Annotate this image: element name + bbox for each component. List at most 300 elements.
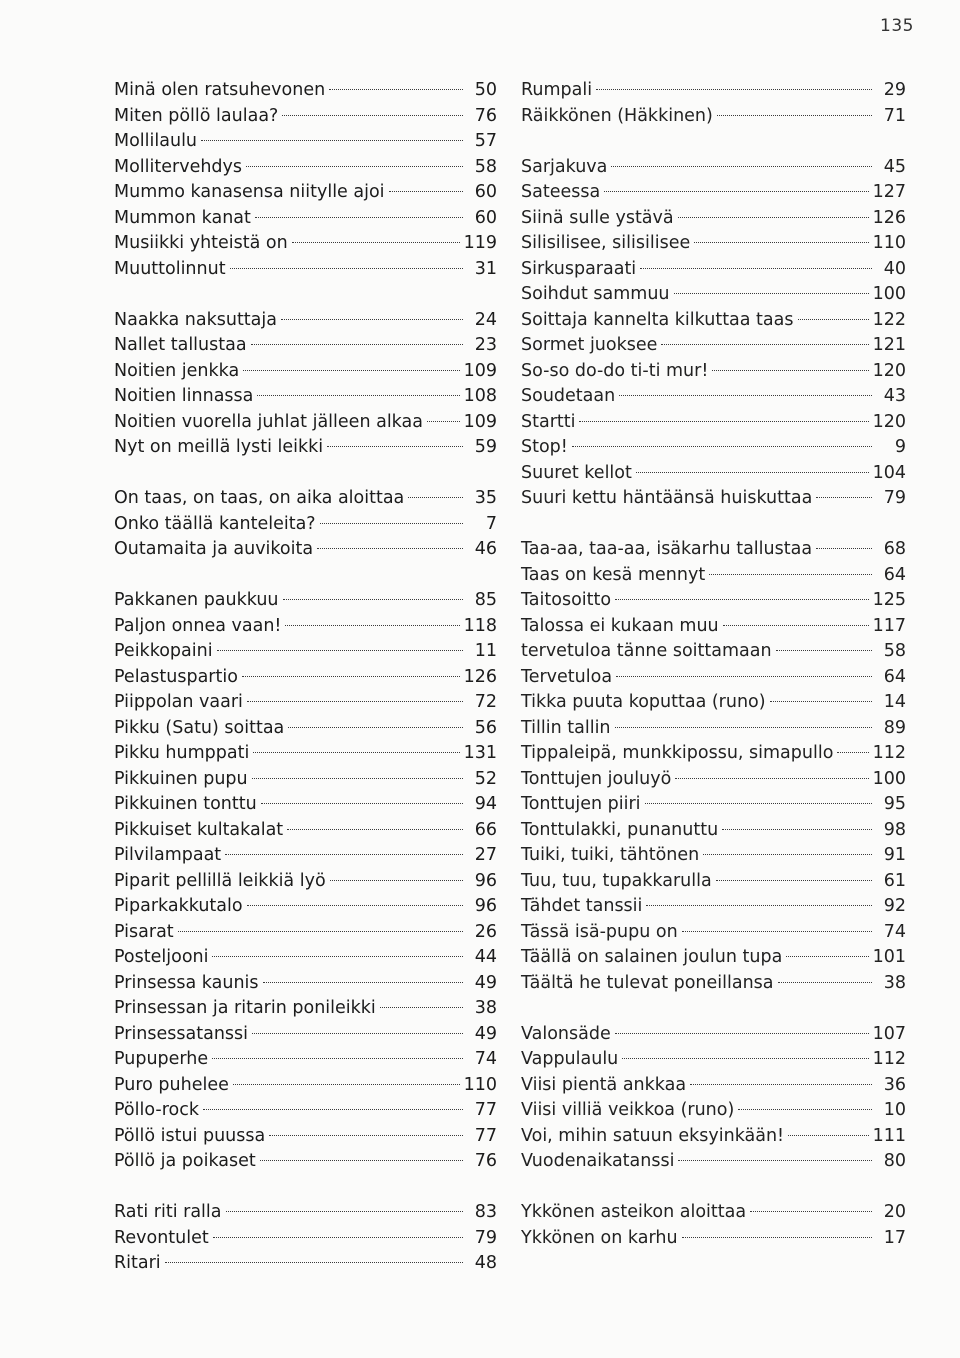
entry-page-number: 121: [872, 335, 906, 355]
entry-page-number: 56: [474, 717, 497, 738]
dot-leader: [257, 395, 459, 396]
entry-title: Viisi pientä ankkaa: [521, 1074, 687, 1095]
entry-page-number: 38: [474, 998, 497, 1018]
index-entry: [521, 741, 906, 767]
entry-page-number: 98: [883, 819, 906, 840]
entry-title: Mollilaulu: [114, 131, 198, 151]
entry-page-number: 101: [872, 947, 906, 967]
entry-title: Pilvilampaat: [114, 845, 222, 865]
dot-leader: [282, 115, 463, 116]
entry-page-number: 46: [474, 539, 497, 559]
dot-leader: [717, 115, 872, 116]
dot-leader: [283, 599, 463, 600]
index-entry: [114, 690, 497, 716]
index-entry: [521, 665, 906, 691]
index-entry: [521, 945, 906, 971]
dot-leader: [645, 803, 872, 804]
entry-page-number: 44: [474, 947, 497, 967]
dot-leader: [678, 217, 869, 218]
entry-page-number: 58: [474, 156, 497, 177]
entry-page-number: 49: [474, 1023, 497, 1044]
entry-title: Tikka puuta koputtaa (runo): [521, 692, 766, 712]
index-entry: [114, 104, 497, 130]
entry-page-number: 23: [474, 335, 497, 355]
dot-leader: [226, 1211, 464, 1212]
index-entry: [114, 792, 497, 818]
entry-title: Pikku (Satu) soittaa: [114, 717, 285, 738]
entry-page-number: 61: [883, 870, 906, 891]
index-entry: [114, 1073, 497, 1099]
entry-title: Pöllö istui puussa: [114, 1125, 266, 1146]
dot-leader: [816, 497, 872, 498]
dot-leader: [615, 727, 872, 728]
entry-title: So-so do-do ti-ti mur!: [521, 360, 709, 381]
entry-title: Onko täällä kanteleita?: [114, 513, 316, 534]
index-entry: [521, 920, 906, 946]
dot-leader: [816, 548, 872, 549]
entry-page-number: 60: [474, 182, 497, 202]
index-entry: [521, 792, 906, 818]
entry-title: Piippolan vaari: [114, 692, 243, 712]
index-entry: [521, 614, 906, 640]
entry-page-number: 131: [463, 743, 497, 763]
entry-page-number: 122: [872, 309, 906, 330]
entry-title: Soudetaan: [521, 386, 616, 406]
index-column-right: [521, 78, 906, 1277]
dot-leader: [247, 905, 463, 906]
index-entry: [114, 971, 497, 997]
index-entry: [114, 78, 497, 104]
entry-page-number: 79: [883, 488, 906, 508]
dot-leader: [281, 319, 463, 320]
entry-page-number: 95: [883, 794, 906, 814]
index-entry: [114, 1022, 497, 1048]
dot-leader: [798, 319, 869, 320]
entry-title: Pikku humppati: [114, 743, 250, 763]
dot-leader: [242, 676, 460, 677]
dot-leader: [320, 523, 463, 524]
dot-leader: [604, 191, 868, 192]
entry-title: Outamaita ja auvikoita: [114, 539, 314, 559]
dot-leader: [380, 1007, 463, 1008]
entry-title: Taas on kesä mennyt: [521, 564, 706, 585]
entry-title: Täällä on salainen joulun tupa: [521, 947, 783, 967]
dot-leader: [246, 166, 463, 167]
entry-title: Pikkuiset kultakalat: [114, 819, 284, 840]
index-entry: [521, 843, 906, 869]
entry-page-number: 119: [463, 233, 497, 253]
index-entry: [114, 180, 497, 206]
entry-title: Mummon kanat: [114, 207, 251, 228]
entry-page-number: 118: [463, 615, 497, 636]
dot-leader: [263, 982, 463, 983]
index-entry: [114, 486, 497, 512]
entry-page-number: 85: [474, 590, 497, 610]
entry-title: Rati riti ralla: [114, 1202, 222, 1222]
entry-page-number: 59: [474, 437, 497, 457]
dot-leader: [661, 344, 868, 345]
entry-title: Muuttolinnut: [114, 258, 226, 279]
index-entry: [114, 333, 497, 359]
entry-title: Sateessa: [521, 182, 601, 202]
index-entry: [114, 206, 497, 232]
entry-page-number: 125: [872, 590, 906, 610]
dot-leader: [285, 625, 459, 626]
entry-title: Noitien vuorella juhlat jälleen alkaa: [114, 411, 423, 432]
entry-page-number: 14: [883, 692, 906, 712]
index-entry: [114, 639, 497, 665]
dot-leader: [327, 446, 463, 447]
index-entry: [114, 257, 497, 283]
index-entry: [521, 104, 906, 130]
entry-title: Soittaja kannelta kilkuttaa taas: [521, 309, 794, 330]
entry-title: Naakka naksuttaja: [114, 309, 277, 330]
entry-page-number: 40: [883, 258, 906, 279]
entry-page-number: 26: [474, 921, 497, 942]
entry-title: Sarjakuva: [521, 156, 608, 177]
entry-title: Stop!: [521, 437, 568, 457]
index-entry: [521, 537, 906, 563]
entry-page-number: 31: [474, 258, 497, 279]
index-entry: [521, 716, 906, 742]
entry-title: Räikkönen (Häkkinen): [521, 105, 713, 126]
dot-leader: [427, 421, 460, 422]
dot-leader: [212, 956, 463, 957]
dot-leader: [770, 701, 872, 702]
entry-page-number: 109: [463, 411, 497, 432]
entry-page-number: 79: [474, 1227, 497, 1248]
index-entry: [521, 461, 906, 487]
dot-leader: [750, 1211, 872, 1212]
entry-title: Piparit pellillä leikkiä lyö: [114, 870, 326, 891]
dot-leader: [287, 829, 463, 830]
entry-page-number: 126: [463, 666, 497, 687]
index-entry: [521, 869, 906, 895]
dot-leader: [252, 778, 463, 779]
dot-leader: [703, 854, 872, 855]
entry-page-number: 64: [883, 564, 906, 585]
entry-title: Tonttujen jouluyö: [521, 768, 672, 789]
index-group: [521, 1022, 906, 1175]
entry-title: Prinsessan ja ritarin ponileikki: [114, 998, 376, 1018]
index-entry: [114, 231, 497, 257]
dot-leader: [722, 829, 872, 830]
entry-page-number: 111: [872, 1125, 906, 1146]
dot-leader: [201, 140, 463, 141]
index-entry: [521, 155, 906, 181]
dot-leader: [615, 1033, 869, 1034]
index-group: [114, 588, 497, 1175]
entry-page-number: 104: [872, 462, 906, 483]
entry-title: Noitien jenkka: [114, 360, 240, 381]
entry-title: Posteljooni: [114, 947, 209, 967]
index-entry: [114, 716, 497, 742]
index-entry: [114, 996, 497, 1022]
index-entry: [114, 129, 497, 155]
index-entry: [521, 1098, 906, 1124]
entry-title: Puro puhelee: [114, 1074, 229, 1095]
dot-leader: [260, 1160, 463, 1161]
dot-leader: [230, 268, 463, 269]
index-group: [521, 155, 906, 512]
index-entry: [114, 155, 497, 181]
index-entry: [114, 741, 497, 767]
dot-leader: [330, 880, 463, 881]
entry-page-number: 76: [474, 105, 497, 126]
index-group: [114, 486, 497, 563]
entry-page-number: 57: [474, 131, 497, 151]
entry-title: Täältä he tulevat poneillansa: [521, 972, 774, 993]
entry-page-number: 100: [872, 284, 906, 304]
entry-page-number: 9: [894, 437, 906, 457]
dot-leader: [212, 1058, 463, 1059]
entry-title: Tippaleipä, munkkipossu, simapullo: [521, 743, 834, 763]
dot-leader: [579, 421, 868, 422]
entry-title: Pupuperhe: [114, 1049, 209, 1069]
entry-title: Valonsäde: [521, 1023, 611, 1044]
entry-title: Tuiki, tuiki, tähtönen: [521, 845, 700, 865]
entry-title: Prinsessatanssi: [114, 1023, 249, 1044]
entry-page-number: 74: [883, 921, 906, 942]
index-entry: [521, 690, 906, 716]
dot-leader: [778, 982, 872, 983]
entry-page-number: 92: [883, 896, 906, 916]
entry-page-number: 52: [474, 768, 497, 789]
index-entry: [114, 410, 497, 436]
entry-page-number: 94: [474, 794, 497, 814]
index-entry: [114, 1124, 497, 1150]
dot-leader: [622, 1058, 868, 1059]
dot-leader: [712, 370, 868, 371]
index-group: [114, 308, 497, 461]
index-group: [521, 78, 906, 129]
entry-title: Taa-aa, taa-aa, isäkarhu tallustaa: [521, 539, 813, 559]
index-entry: [521, 1047, 906, 1073]
index-entry: [114, 308, 497, 334]
entry-page-number: 10: [883, 1100, 906, 1120]
entry-title: Paljon onnea vaan!: [114, 615, 282, 636]
index-entry: [521, 639, 906, 665]
entry-title: Pikkuinen tonttu: [114, 794, 257, 814]
entry-title: Piparkakkutalo: [114, 896, 243, 916]
entry-title: Sormet juoksee: [521, 335, 658, 355]
entry-page-number: 77: [474, 1125, 497, 1146]
entry-page-number: 80: [883, 1151, 906, 1171]
entry-page-number: 17: [883, 1227, 906, 1248]
entry-title: Prinsessa kaunis: [114, 972, 259, 993]
entry-title: Nyt on meillä lysti leikki: [114, 437, 324, 457]
entry-title: Tillin tallin: [521, 717, 611, 738]
dot-leader: [786, 956, 868, 957]
dot-leader: [243, 370, 459, 371]
dot-leader: [646, 905, 872, 906]
dot-leader: [261, 803, 463, 804]
dot-leader: [252, 1033, 463, 1034]
index-entry: [521, 767, 906, 793]
entry-title: Tervetuloa: [521, 666, 613, 687]
entry-page-number: 43: [883, 386, 906, 406]
dot-leader: [682, 1237, 872, 1238]
dot-leader: [572, 446, 872, 447]
entry-page-number: 107: [872, 1023, 906, 1044]
entry-page-number: 96: [474, 896, 497, 916]
index-entry: [521, 257, 906, 283]
dot-leader: [165, 1262, 463, 1263]
dot-leader: [694, 242, 868, 243]
index-entry: [521, 231, 906, 257]
index-group: [521, 537, 906, 996]
index-entry: [114, 894, 497, 920]
entry-page-number: 35: [474, 488, 497, 508]
index-entry: [114, 1200, 497, 1226]
entry-title: Tonttulakki, punanuttu: [521, 819, 719, 840]
index-entry: [521, 1149, 906, 1175]
index-entry: [521, 410, 906, 436]
index-entry: [521, 486, 906, 512]
index-entry: [114, 843, 497, 869]
dot-leader: [247, 701, 463, 702]
entry-title: Vappulaulu: [521, 1049, 619, 1069]
entry-page-number: 58: [883, 641, 906, 661]
entry-page-number: 48: [474, 1253, 497, 1273]
entry-title: Ykkönen asteikon aloittaa: [521, 1202, 747, 1222]
entry-title: Mummo kanasensa niitylle ajoi: [114, 182, 385, 202]
dot-leader: [738, 1109, 872, 1110]
dot-leader: [776, 650, 872, 651]
dot-leader: [636, 472, 869, 473]
entry-page-number: 71: [883, 105, 906, 126]
index-entry: [114, 945, 497, 971]
page-number: 135: [880, 16, 914, 36]
index-entry: [521, 308, 906, 334]
entry-page-number: 112: [872, 1049, 906, 1069]
index-entry: [521, 1226, 906, 1252]
entry-title: Minä olen ratsuhevonen: [114, 80, 326, 100]
entry-title: Startti: [521, 411, 576, 432]
entry-title: Ritari: [114, 1253, 161, 1273]
index-entry: [114, 384, 497, 410]
dot-leader: [640, 268, 872, 269]
dot-leader: [615, 599, 869, 600]
index-entry: [521, 971, 906, 997]
dot-leader: [678, 1160, 872, 1161]
entry-page-number: 109: [463, 360, 497, 381]
entry-page-number: 108: [463, 386, 497, 406]
entry-page-number: 64: [883, 666, 906, 687]
index-entry: [114, 818, 497, 844]
dot-leader: [233, 1084, 460, 1085]
index-entry: [114, 1226, 497, 1252]
entry-title: Noitien linnassa: [114, 386, 254, 406]
dot-leader: [292, 242, 460, 243]
index-entry: [114, 1047, 497, 1073]
entry-page-number: 110: [872, 233, 906, 253]
entry-page-number: 126: [872, 207, 906, 228]
index-group: [114, 1200, 497, 1277]
dot-leader: [255, 217, 463, 218]
entry-page-number: 112: [872, 743, 906, 763]
entry-title: Revontulet: [114, 1227, 209, 1248]
index-entry: [114, 614, 497, 640]
entry-title: Pikkuinen pupu: [114, 768, 248, 789]
index-entry: [114, 869, 497, 895]
entry-title: Talossa ei kukaan muu: [521, 615, 719, 636]
entry-title: Ykkönen on karhu: [521, 1227, 678, 1248]
entry-page-number: 127: [872, 182, 906, 202]
entry-title: Tonttujen piiri: [521, 794, 641, 814]
entry-title: Voi, mihin satuun eksyinkään!: [521, 1125, 785, 1146]
entry-title: Rumpali: [521, 80, 593, 100]
entry-title: Mollitervehdys: [114, 156, 243, 177]
index-group: [114, 78, 497, 282]
dot-leader: [217, 650, 463, 651]
entry-title: Soihdut sammuu: [521, 284, 670, 304]
index-entry: [114, 920, 497, 946]
entry-title: Tuu, tuu, tupakkarulla: [521, 870, 712, 891]
dot-leader: [596, 89, 872, 90]
entry-page-number: 77: [474, 1100, 497, 1120]
index-entry: [521, 180, 906, 206]
dot-leader: [269, 1135, 463, 1136]
dot-leader: [178, 931, 463, 932]
entry-page-number: 20: [883, 1202, 906, 1222]
index-entry: [114, 588, 497, 614]
entry-page-number: 36: [883, 1074, 906, 1095]
entry-title: Miten pöllö laulaa?: [114, 105, 279, 126]
entry-page-number: 83: [474, 1202, 497, 1222]
index-entry: [521, 359, 906, 385]
dot-leader: [616, 676, 872, 677]
entry-page-number: 24: [474, 309, 497, 330]
index-entry: [521, 818, 906, 844]
entry-page-number: 91: [883, 845, 906, 865]
dot-leader: [225, 854, 463, 855]
index-entry: [521, 384, 906, 410]
entry-page-number: 117: [872, 615, 906, 636]
entry-title: Peikkopaini: [114, 641, 213, 661]
entry-page-number: 96: [474, 870, 497, 891]
index-entry: [114, 665, 497, 691]
index-column-left: [114, 78, 497, 1302]
index-entry: [114, 1149, 497, 1175]
dot-leader: [682, 931, 872, 932]
dot-leader: [716, 880, 872, 881]
index-entry: [114, 359, 497, 385]
entry-page-number: 11: [474, 641, 497, 661]
index-entry: [114, 1098, 497, 1124]
index-group: [521, 1200, 906, 1251]
entry-page-number: 100: [872, 768, 906, 789]
dot-leader: [675, 778, 868, 779]
index-entry: [521, 206, 906, 232]
entry-title: Tässä isä-pupu on: [521, 921, 678, 942]
entry-page-number: 66: [474, 819, 497, 840]
entry-title: Vuodenaikatanssi: [521, 1151, 675, 1171]
index-entry: [521, 1073, 906, 1099]
entry-title: Taitosoitto: [521, 590, 612, 610]
dot-leader: [251, 344, 463, 345]
entry-page-number: 49: [474, 972, 497, 993]
dot-leader: [329, 89, 463, 90]
index-entry: [114, 1251, 497, 1277]
entry-title: Tähdet tanssii: [521, 896, 643, 916]
entry-page-number: 74: [474, 1049, 497, 1069]
entry-title: Silisilisee, silisilisee: [521, 233, 691, 253]
dot-leader: [213, 1237, 463, 1238]
dot-leader: [837, 752, 868, 753]
dot-leader: [709, 574, 872, 575]
dot-leader: [674, 293, 869, 294]
